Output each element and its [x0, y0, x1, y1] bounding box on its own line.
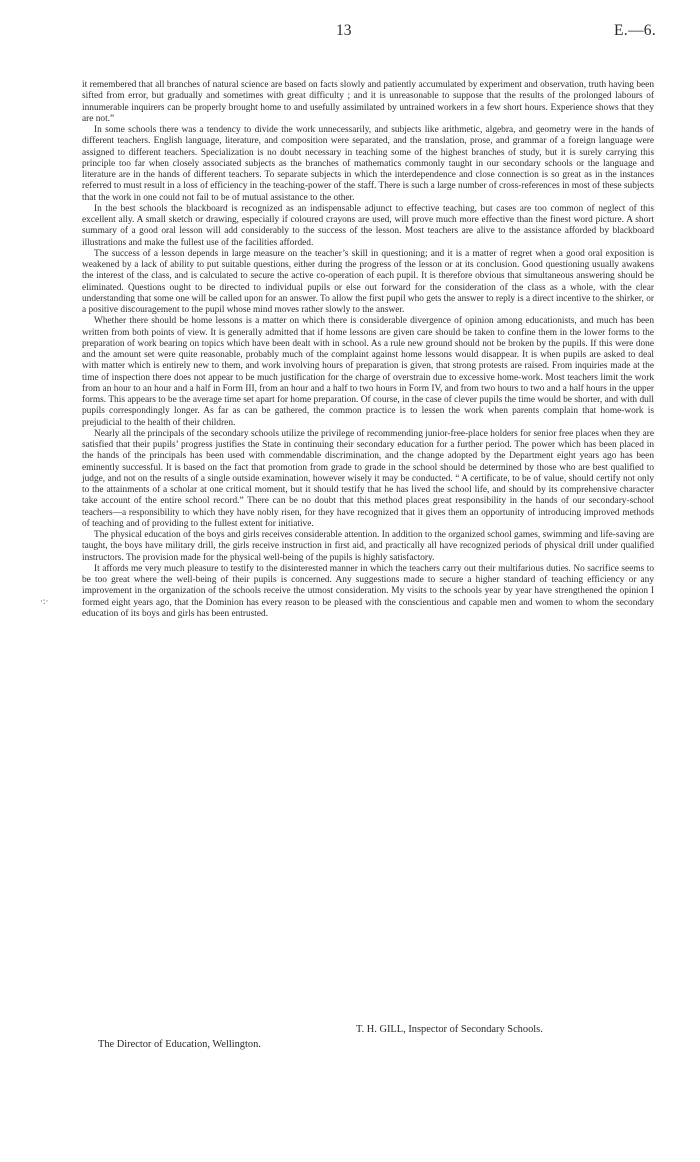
- body-text: [82, 80, 654, 620]
- paragraph-free-places: Nearly all the principals of the secondary schools utilize the privilege of recommending junior-free-place holders for senior free places when they are satisfied that their pupils’ progress justifies the State in continuing their secondary education for a further period. The power which has been placed in the hands of the principals has been used with commendable discrimination, and the change adopted by the Department eight years ago has been eminently successful. It is based on the fact that promotion from grade to grade in the school should be determined by those who are best qualified to judge, and not on the results of a single outside examination, however wisely it may be conducted. “ A certificate, to be of value, should certify not only to the attainments of a scholar at one critical moment, but it should testify that he has lived the school life, and should by its comprehensive character take account of the entire school record.” There can be no doubt that this method places great responsibility in the hands of our secondary-school teachers—a responsibility to which they have nobly risen, for they have recognized that it gives them an opportunity of introducing improved methods of teaching and of providing to the fullest extent for initiative.: [82, 428, 654, 529]
- paragraph-blackboard: In the best schools the blackboard is recognized as an indispensable adjunct to effective teaching, but cases are too common of neglect of this excellent ally. A small sketch or drawing, especially if coloured crayons are used, will prove much more effective than the finest word picture. A short summary of a good oral lesson will add considerably to the success of the lesson. Most teachers are alive to the assistance afforded by blackboard illustrations and make the fullest use of the facilities afforded.: [82, 203, 654, 248]
- paragraph-continued: it remembered that all branches of natural science are based on facts slowly and patiently accumulated by experiment and observation, truth having been sifted from error, but gradually and sometimes with great difficulty ; and it is unreasonable to suppose that the results of the prolonged labours of innumerable inquirers can be properly brought home to and usefully assimilated by untrained workers in a few short hours. Experience shows that they are not.”: [82, 80, 654, 124]
- signature-line: T. H. GILL, Inspector of Secondary Schools.: [356, 1024, 543, 1035]
- paragraph-closing: It affords me very much pleasure to testify to the disinterested manner in which the teachers carry out their multifarious duties. No sacrifice seems to be too great where the well-being of their pupils is concerned. Any suggestions made to secure a higher standard of teaching efficiency or any improvement in the organization of the schools receive the utmost consideration. My visits to the schools year by year have strengthened the opinion I formed eight years ago, that the Dominion has every reason to be pleased with the conscientious and capable men and women to whom the secondary education of its boys and girls has been entrusted.: [82, 563, 654, 619]
- margin-mark-icon: ·:·: [40, 596, 49, 606]
- document-reference: E.—6.: [614, 22, 656, 39]
- paragraph-questioning: The success of a lesson depends in large measure on the teacher’s skill in questioning; and it is a matter of regret when a good oral exposition is weakened by a lack of ability to put suitable questions, either during the progress of the lesson or at its conclusion. Good questioning usually awakens the interest of the class, and is calculated to secure the active co-operation of each pupil. It is therefore obvious that simultaneous answering should be eliminated. Questions ought to be directed to individual pupils or else out forward for the consideration of the class as a whole, with the clear understanding that some one will be called upon for an answer. To allow the first pupil who gets the answer to reply is a direct incentive to the shirker, or a positive discouragement to the pupil whose mind moves rather slowly to the answer.: [82, 248, 654, 315]
- paragraph-home-lessons: Whether there should be home lessons is a matter on which there is considerable divergence of opinion among educationists, and much has been written from both points of view. It is generally admitted that if home lessons are given care should be taken to confine them in the lower forms to the preparation of work bearing on topics which have been dealt with in school. As a rule new ground should not be broken by the pupils. If this were done and the amount set were quite reasonable, probably much of the complaint against home lessons would disappear. It is when pupils are asked to deal with matter which is entirely new to them, and work involving hours of preparation is given, that strong protests are raised. From inquiries made at the time of inspection there does not appear to be much justification for the charge of overstrain due to excessive home-work. Most teachers limit the work from an hour to an hour and a half in Form III, from an hour and a half to two hours in Form IV, and from two hours to two and a half hours in the upper forms. This appears to be the average time set apart for home preparation. Of course, in the case of clever pupils the time would be shorter, and with dull pupils correspondingly longer. As far as can be gathered, the common practice is to lessen the work when parents complain that home-work is prejudicial to the health of their children.: [82, 316, 654, 428]
- paragraph-physical-education: The physical education of the boys and girls receives considerable attention. In addition to the organized school games, swimming and life-saving are taught, the boys have military drill, the girls receive instruction in first aid, and practically all have recognized periods of physical drill under qualified instructors. The provision made for the physical well-being of the pupils is highly satisfactory.: [82, 530, 654, 563]
- page-number: 13: [336, 22, 352, 39]
- paragraph-specialization: In some schools there was a tendency to divide the work unnecessarily, and subjects like arithmetic, algebra, and geometry were in the hands of different teachers. English language, literature, and composition were separated, and the translation, prose, and grammar of a foreign language were assigned to different teachers. Specialization is no doubt necessary in teaching some of the highest branches of study, but it is surely carrying this principle too far when closely associated subjects as the branches of mathematics commonly taught in our secondary schools or the language and literature are in the hands of different teachers. To separate subjects in which the interdependence and close connection is so great as in the instances referred to must result in a loss of efficiency in the teaching-power of the staff. There is such a large number of cross-references in most of these subjects that the work in one could not fail to be of mutual assistance to the other.: [82, 125, 654, 203]
- addressee-line: The Director of Education, Wellington.: [98, 1039, 261, 1050]
